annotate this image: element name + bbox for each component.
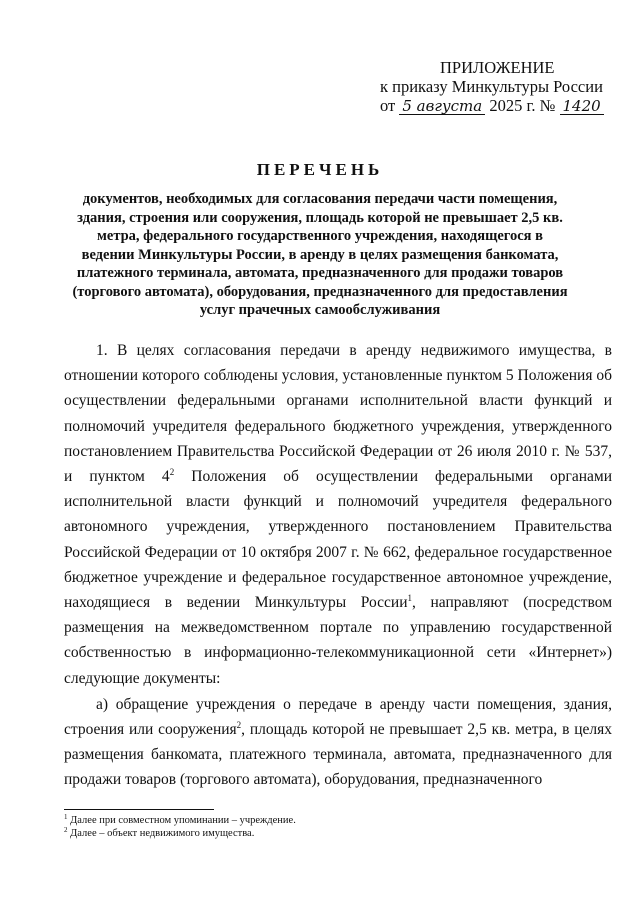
date-prefix: от bbox=[380, 96, 396, 115]
footnote-text: Далее – объект недвижимого имущества. bbox=[67, 828, 255, 839]
paragraph-1-text-b: Положения об осуществлении федеральными органами исполнительной власти функций и полномочий учредителя федерального автономного учреждения, утвержденного постановлением Правительства Российской Федерации от 10 октября 2007 г. № 662, федеральное государственное бюджетное учреждение и федеральное государственное автономное учреждение, находящиеся в ведении Минкультуры России bbox=[64, 468, 612, 612]
footnote-text: Далее при совместном упоминании – учреждение. bbox=[67, 815, 296, 826]
appendix-title: ПРИЛОЖЕНИЕ bbox=[440, 58, 555, 77]
footnote-ref: 1 bbox=[407, 593, 413, 604]
footnote-1 bbox=[64, 814, 604, 827]
document-subtitle: документов, необходимых для согласования передачи части помещения, здания, строения или сооружения, площадь которой не превышает 2,5 кв. метра, федерального государственного учреждения, находящегося в ведении Минкультуры России, в аренду в целях размещения банкомата, платежного терминала, автомата, предназначенного для продажи товаров (торгового автомата), оборудования, предназначенного для предоставления услуг прачечных самообслуживания bbox=[72, 191, 568, 318]
footnotes bbox=[64, 814, 604, 840]
appendix-order-line: к приказу Минкультуры России bbox=[380, 77, 603, 96]
paragraph-2-text-b: , площадь которой не превышает 2,5 кв. метра, в целях размещения банкомата, платежного терминала, автомата, предназначенного для продажи товаров (торгового автомата), оборудования, предназначенного bbox=[64, 721, 613, 789]
paragraph-2 bbox=[64, 692, 612, 793]
year-text: 2025 г. № bbox=[489, 96, 556, 115]
paragraph-2-text-a: а) обращение учреждения о передаче в аренду части помещения, здания, строения или сооружения bbox=[64, 695, 612, 739]
footnote-mark: 1 bbox=[64, 813, 68, 821]
appendix-date-line bbox=[380, 96, 610, 115]
appendix-block bbox=[380, 58, 610, 115]
document-body bbox=[64, 338, 612, 793]
footnote-ref: 2 bbox=[169, 467, 175, 478]
footnote-ref: 2 bbox=[236, 720, 242, 731]
footnote-mark: 2 bbox=[64, 826, 68, 834]
handwritten-order-number: 1420 bbox=[560, 99, 604, 115]
footnote-2 bbox=[64, 827, 604, 840]
paragraph-1 bbox=[64, 338, 612, 691]
paragraph-1-text-c: , направляют (посредством размещения на межведомственном портале по управлению государственной собственностью в информационно-телекоммуникационной сети «Интернет») следующие документы: bbox=[64, 594, 613, 687]
handwritten-date: 5 августа bbox=[399, 99, 485, 115]
paragraph-1-text-a: 1. В целях согласования передачи в аренду недвижимого имущества, в отношении которого соблюдены условия, установленные пунктом 5 Положения об осуществлении федеральными органами исполнительной власти функций и полномочий учредителя федерального бюджетного учреждения, утвержденного постановлением Правительства Российской Федерации от 26 июля 2010 г. № 537, и пунктом 4 bbox=[64, 342, 612, 486]
document-title: ПЕРЕЧЕНЬ bbox=[256, 160, 384, 179]
footnote-divider bbox=[64, 809, 214, 810]
